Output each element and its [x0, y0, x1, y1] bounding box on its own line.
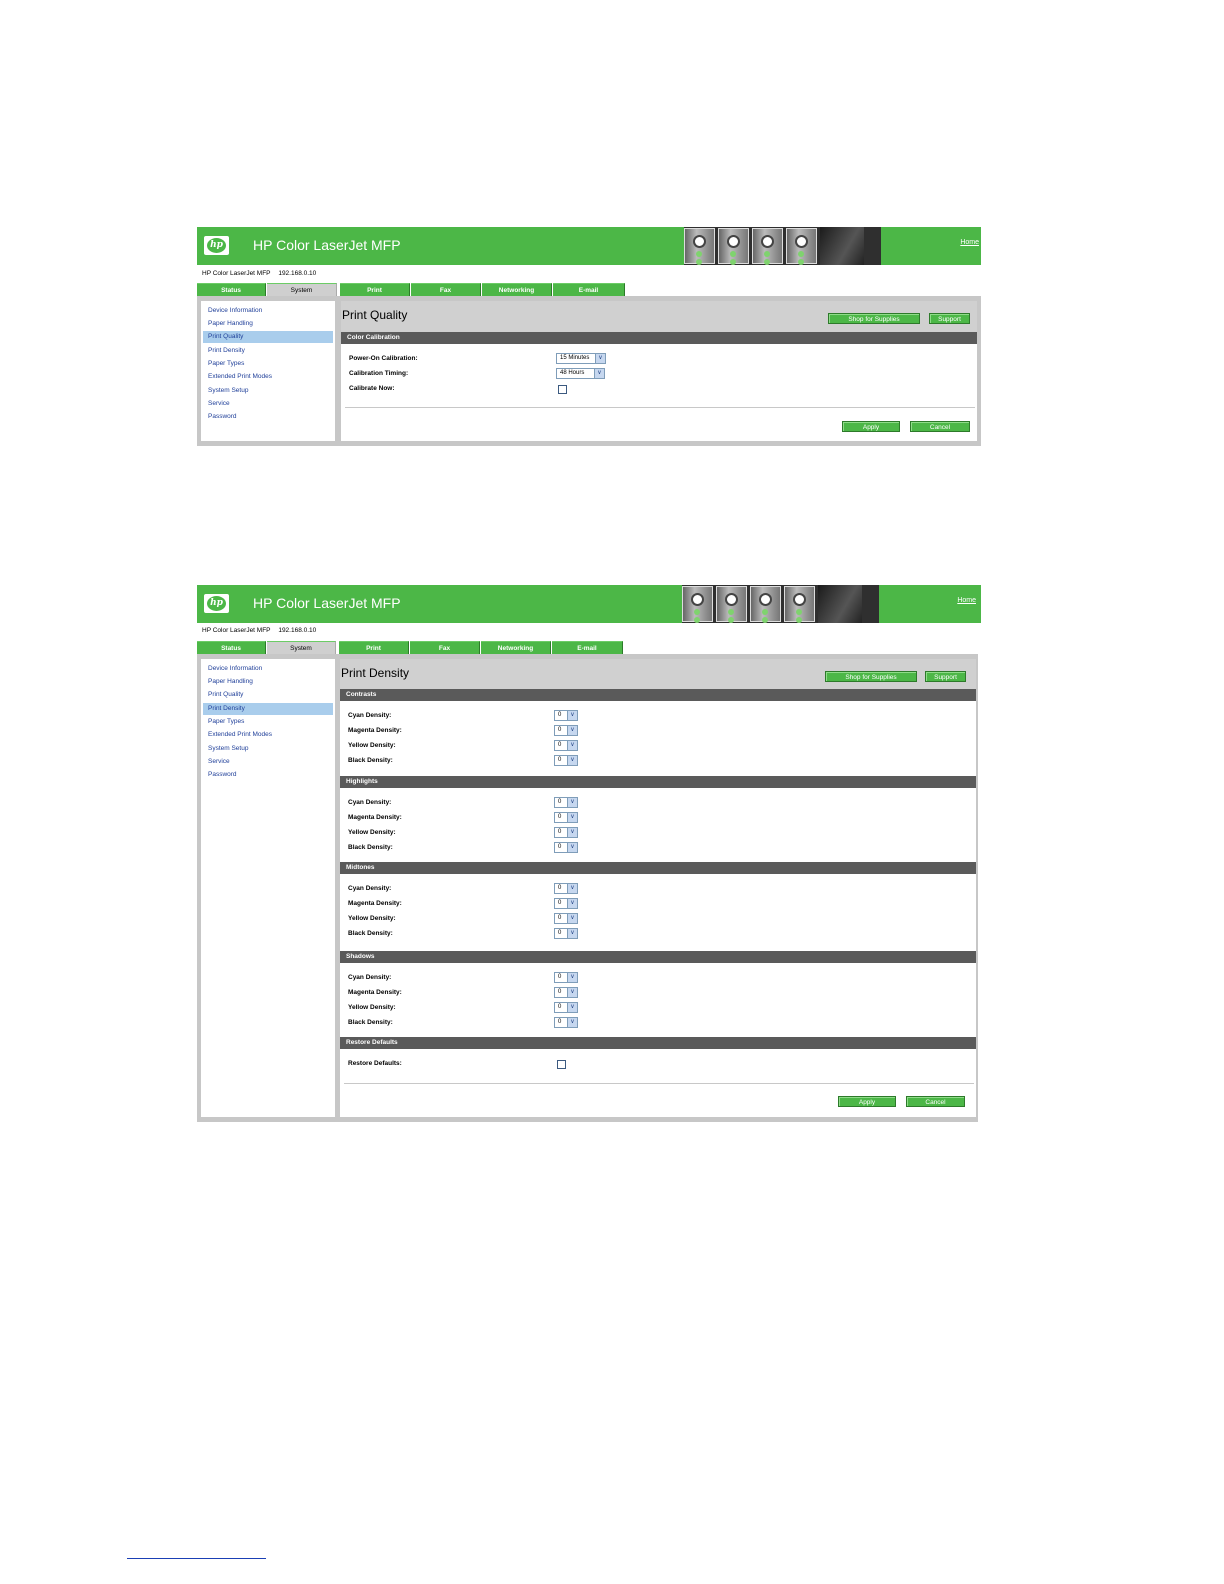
cyan-density-select[interactable]: 0 ∨ [554, 710, 578, 721]
cartridge-image [682, 585, 879, 623]
tab-fax[interactable]: Fax [411, 283, 481, 296]
header-banner [197, 585, 981, 623]
main-panel [341, 301, 977, 441]
black-density-select[interactable]: 0 ∨ [554, 755, 578, 766]
sidebar-item-paper-types[interactable]: Paper Types [208, 718, 245, 725]
sidebar-item-paper-handling[interactable]: Paper Handling [208, 320, 253, 327]
sidebar-item-password[interactable]: Password [208, 413, 237, 420]
tab-status[interactable]: Status [197, 283, 266, 296]
product-title: HP Color LaserJet MFP [253, 237, 401, 253]
chevron-down-icon: ∨ [567, 741, 577, 750]
yellow-density-select[interactable]: 0 ∨ [554, 827, 578, 838]
magenta-density-label: Magenta Density: [348, 900, 402, 907]
chevron-down-icon: ∨ [567, 828, 577, 837]
black-density-select[interactable]: 0 ∨ [554, 928, 578, 939]
magenta-density-select[interactable]: 0 ∨ [554, 987, 578, 998]
sidebar-item-service[interactable]: Service [208, 400, 230, 407]
support-button[interactable]: Support [925, 671, 966, 682]
yellow-density-label: Yellow Density: [348, 742, 396, 749]
sidebar-item-service[interactable]: Service [208, 758, 230, 765]
cyan-density-select[interactable]: 0 ∨ [554, 883, 578, 894]
content-frame [197, 296, 981, 446]
yellow-density-select[interactable]: 0 ∨ [554, 1002, 578, 1013]
section-header-midtones: Midtones [340, 862, 976, 874]
device-ip: 192.168.0.10 [278, 627, 317, 634]
sidebar-item-print-quality[interactable]: Print Quality [203, 331, 333, 343]
tab-status[interactable]: Status [197, 641, 266, 654]
device-model: HP Color LaserJet MFP [202, 270, 271, 277]
chevron-down-icon: ∨ [567, 929, 577, 938]
tab-print[interactable]: Print [339, 641, 409, 654]
chevron-down-icon: ∨ [567, 843, 577, 852]
calibrate-now-label: Calibrate Now: [349, 385, 395, 392]
cyan-density-label: Cyan Density: [348, 712, 392, 719]
magenta-density-label: Magenta Density: [348, 727, 402, 734]
sidebar-item-paper-types[interactable]: Paper Types [208, 360, 245, 367]
sidebar-item-system-setup[interactable]: System Setup [208, 745, 249, 752]
yellow-density-label: Yellow Density: [348, 829, 396, 836]
chevron-down-icon: ∨ [567, 798, 577, 807]
black-density-select[interactable]: 0 ∨ [554, 1017, 578, 1028]
sidebar-item-device-information[interactable]: Device Information [208, 307, 263, 314]
sidebar [201, 659, 335, 1117]
chevron-down-icon: ∨ [595, 354, 605, 363]
product-title: HP Color LaserJet MFP [253, 595, 401, 611]
sidebar-item-extended-print-modes[interactable]: Extended Print Modes [208, 373, 272, 380]
chevron-down-icon: ∨ [567, 884, 577, 893]
magenta-density-select[interactable]: 0 ∨ [554, 898, 578, 909]
chevron-down-icon: ∨ [594, 369, 604, 378]
cancel-button[interactable]: Cancel [906, 1096, 965, 1107]
tab-networking[interactable]: Networking [482, 283, 552, 296]
footnote-rule [127, 1558, 266, 1559]
magenta-density-label: Magenta Density: [348, 989, 402, 996]
tab-email[interactable]: E-mail [552, 641, 623, 654]
sidebar-item-print-density[interactable]: Print Density [203, 703, 333, 715]
power-on-calibration-label: Power-On Calibration: [349, 355, 418, 362]
chevron-down-icon: ∨ [567, 988, 577, 997]
chevron-down-icon: ∨ [567, 756, 577, 765]
black-density-label: Black Density: [348, 844, 393, 851]
page-title: Print Density [341, 666, 410, 680]
restore-defaults-checkbox[interactable] [557, 1060, 566, 1069]
tab-print[interactable]: Print [340, 283, 410, 296]
home-link[interactable]: Home [957, 597, 976, 604]
cyan-density-select[interactable]: 0 ∨ [554, 797, 578, 808]
calibrate-now-checkbox[interactable] [558, 385, 567, 394]
section-header-color-calibration: Color Calibration [341, 332, 977, 344]
magenta-density-select[interactable]: 0 ∨ [554, 812, 578, 823]
calibration-timing-select[interactable]: 48 Hours ∨ [556, 368, 605, 379]
section-header-contrasts: Contrasts [340, 689, 976, 701]
section-header-shadows: Shadows [340, 951, 976, 963]
content-frame [197, 654, 978, 1122]
chevron-down-icon: ∨ [567, 813, 577, 822]
chevron-down-icon: ∨ [567, 914, 577, 923]
chevron-down-icon: ∨ [567, 726, 577, 735]
black-density-label: Black Density: [348, 1019, 393, 1026]
power-on-calibration-select[interactable]: 15 Minutes ∨ [556, 353, 606, 364]
apply-button[interactable]: Apply [842, 421, 900, 432]
tab-bar [197, 283, 981, 296]
shop-supplies-button[interactable]: Shop for Supplies [828, 313, 920, 324]
calibration-timing-label: Calibration Timing: [349, 370, 409, 377]
magenta-density-select[interactable]: 0 ∨ [554, 725, 578, 736]
print-density-screen [197, 585, 981, 1122]
sidebar-item-paper-handling[interactable]: Paper Handling [208, 678, 253, 685]
magenta-density-label: Magenta Density: [348, 814, 402, 821]
sidebar-item-extended-print-modes[interactable]: Extended Print Modes [208, 731, 272, 738]
device-info-line [202, 627, 322, 634]
chevron-down-icon: ∨ [567, 973, 577, 982]
tab-system[interactable]: System [267, 641, 336, 654]
yellow-density-label: Yellow Density: [348, 915, 396, 922]
black-density-select[interactable]: 0 ∨ [554, 842, 578, 853]
sidebar-item-password[interactable]: Password [208, 771, 237, 778]
tab-bar [197, 641, 981, 654]
divider [344, 1083, 974, 1084]
device-ip: 192.168.0.10 [278, 270, 317, 277]
device-model: HP Color LaserJet MFP [202, 627, 271, 634]
divider [345, 407, 975, 408]
page-title: Print Quality [342, 308, 408, 322]
shop-supplies-button[interactable]: Shop for Supplies [825, 671, 917, 682]
print-quality-screen [197, 227, 981, 446]
section-header-highlights: Highlights [340, 776, 976, 788]
home-link[interactable]: Home [960, 239, 979, 246]
apply-button[interactable]: Apply [838, 1096, 896, 1107]
hp-logo[interactable]: hp [204, 594, 229, 613]
sidebar-item-print-quality[interactable]: Print Quality [208, 691, 244, 698]
chevron-down-icon: ∨ [567, 711, 577, 720]
chevron-down-icon: ∨ [567, 899, 577, 908]
cyan-density-label: Cyan Density: [348, 974, 392, 981]
cyan-density-select[interactable]: 0 ∨ [554, 972, 578, 983]
sidebar [201, 301, 335, 441]
main-panel [340, 659, 976, 1117]
tab-fax[interactable]: Fax [410, 641, 480, 654]
chevron-down-icon: ∨ [567, 1003, 577, 1012]
restore-defaults-label: Restore Defaults: [348, 1060, 402, 1067]
cartridge-image [684, 227, 881, 265]
yellow-density-label: Yellow Density: [348, 1004, 396, 1011]
tab-system[interactable]: System [267, 283, 337, 296]
section-header-restore-defaults: Restore Defaults [340, 1037, 976, 1049]
header-banner [197, 227, 981, 265]
cancel-button[interactable]: Cancel [910, 421, 970, 432]
sidebar-item-system-setup[interactable]: System Setup [208, 387, 249, 394]
sidebar-item-device-information[interactable]: Device Information [208, 665, 263, 672]
cyan-density-label: Cyan Density: [348, 885, 392, 892]
yellow-density-select[interactable]: 0 ∨ [554, 740, 578, 751]
support-button[interactable]: Support [929, 313, 970, 324]
chevron-down-icon: ∨ [567, 1018, 577, 1027]
yellow-density-select[interactable]: 0 ∨ [554, 913, 578, 924]
tab-networking[interactable]: Networking [481, 641, 551, 654]
sidebar-item-print-density[interactable]: Print Density [208, 347, 245, 354]
cyan-density-label: Cyan Density: [348, 799, 392, 806]
tab-email[interactable]: E-mail [553, 283, 625, 296]
hp-logo[interactable]: hp [204, 236, 229, 255]
black-density-label: Black Density: [348, 757, 393, 764]
device-info-line [202, 270, 322, 277]
black-density-label: Black Density: [348, 930, 393, 937]
